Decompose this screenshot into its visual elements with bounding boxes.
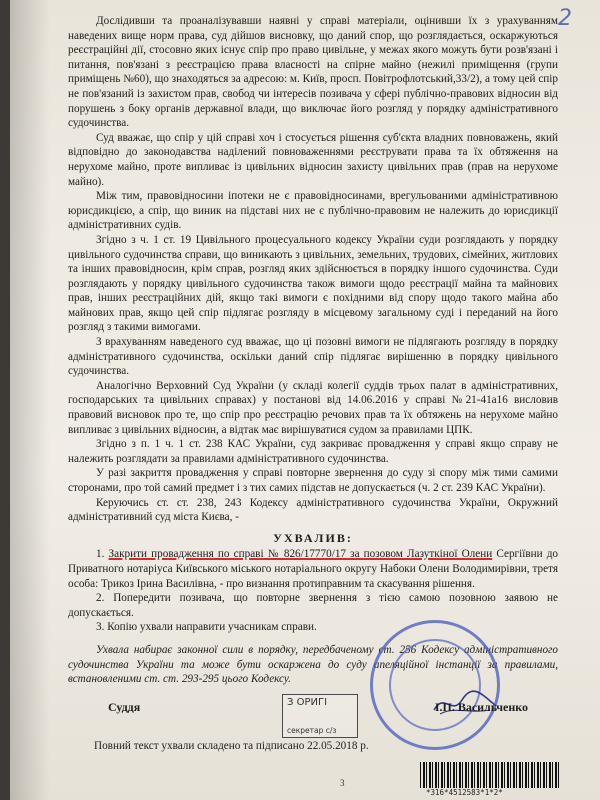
document-body	[68, 14, 558, 687]
verdict-item-2: 2. Попередити позивача, що повторне звернення з тією самою позовною заявою не допускається.	[68, 592, 558, 619]
court-seal-stamp	[370, 620, 500, 750]
signature-role: Суддя	[108, 700, 141, 714]
final-text-line: Повний текст ухвали складено та підписано 22.05.2018 р.	[94, 740, 369, 752]
paragraph: Дослідивши та проаналізувавши наявні у справі матеріали, оцінивши їх з урахуванням наведених вище норм права, суд дійшов висновку, що даний спор, що розглядається, оскаржуються реєстраційні дії, стосовно яких існує спір про право цивільне, у межах якого можуть бути розв'язані і питання, пов'язані з реєстрацією права власності на спірне майно (нежилі приміщення (групи приміщень №60), що знаходяться за адресою: м. Київ, просп. Повітрофлотський,33/2), а тому цей спір не пов'язаний із захистом прав, свобод чи інтересів позивача у сфері публічно-правових відносин від порушень з боку органів державної влади, що виключає його розгляд у порядку адміністративного судочинства.	[68, 15, 558, 130]
handwritten-page-number: 2	[558, 6, 572, 31]
paragraph: Між тим, правовідносини іпотеки не є правовідносинами, врегульованими адміністративною юрисдикцією, а спір, що виник на підставі них не є публічно-правовим не належить до юрисдикції адміністративних судів.	[68, 190, 558, 232]
signature-row	[68, 700, 558, 724]
paragraph: Керуючись ст. ст. 238, 243 Кодексу адміністративного судочинства України, Окружний адміністративний суд міста Києва, -	[68, 496, 558, 524]
barcode-icon	[420, 762, 560, 788]
barcode-text: *316*4512583*1*2*	[426, 788, 503, 797]
verdict-item-1	[68, 547, 558, 591]
page-number: 3	[340, 778, 345, 788]
verdict-item-1-rest: Сергіївни до Приватного нотаріуса Київського міського нотаріального округу Набоки Олени Володимирівни, третя особа: Трикоз Ірина Василівна, - про визнання протиправним та скасування рішення.	[68, 548, 559, 590]
verdict-item-number: 1.	[96, 548, 105, 561]
document-page	[10, 0, 600, 800]
signature-name: І.П. Васильченко	[434, 700, 528, 714]
verdict-item-1-underlined: Закрити провадження по справі № 826/17770/17 за позовом Лазуткіної Олени	[108, 548, 493, 561]
paragraph: Згідно з п. 1 ч. 1 ст. 238 КАС України, суд закриває провадження у справі якщо справу не належить розглядати за правилами адміністративного судочинства.	[68, 438, 558, 465]
verdict-heading: УХВАЛИВ:	[273, 530, 353, 545]
legal-note: Ухвала набирає законної сили в порядку, передбаченому ст. 256 Кодексу адміністративного судочинства України та може бути оскаржена до суду апеляційної інстанції за правилами, встановленими ст. ст. 293-295 цього Кодексу.	[68, 643, 558, 686]
verdict-item-3: 3. Копію ухвали направити учасникам справи.	[96, 621, 317, 634]
paragraph: З врахуванням наведеного суд вважає, що ці позовні вимоги не підлягають розгляду в порядку адміністративного судочинства, оскільки даний спір підлягає вирішенню в порядку цивільного судочинства.	[68, 336, 558, 378]
copy-stamp-top: З ОРИГІ	[287, 697, 328, 708]
paragraph: Аналогічно Верховний Суд України (у складі колегії суддів трьох палат в адміністративних, господарських та цивільних справах) у постанові від 14.06.2016 у справі №21-41а16 висловив правовий висновок про те, що спір про реєстрацію речових прав та їх обтяжень на нерухоме майно випливає з цивільних відносин, а відтак має вирішуватися судом за правилами ЦПК.	[68, 379, 558, 436]
copy-stamp-bottom: секретар с/з	[287, 726, 337, 735]
paragraph: Згідно з ч. 1 ст. 19 Цивільного процесуального кодексу України суди розглядають у порядку цивільного судочинства справи, що виникають з цивільних, земельних, трудових, сімейних, житлових та інших правовідносин, крім справ, розгляд яких здійснюється в порядку іншого судочинства. Суди розглядають у порядку цивільного судочинства також вимоги щодо реєстрації майна та майнових прав, інших реєстраційних дій, якщо такі вимоги є похідними від спору щодо такого майна або майнових прав, якщо цей спір підлягає розгляду в місцевому загальному суді і переданий на його розгляд з такими вимогами.	[68, 233, 558, 334]
paragraph: У разі закриття провадження у справі повторне звернення до суду зі спору між тими самими сторонами, про той самий предмет і з тих самих підстав не допускається (ч. 2 ст. 239 КАС України).	[68, 467, 558, 494]
paragraph: Суд вважає, що спір у цій справі хоч і стосується рішення суб'єкта владних повноважень, який відповідно до законодавства наділений повноваженнями реєструвати права та їх обтяження на нерухоме майно, проте випливає із цивільних відносин захисту цивільних прав (прав на нерухоме майно).	[68, 131, 558, 188]
